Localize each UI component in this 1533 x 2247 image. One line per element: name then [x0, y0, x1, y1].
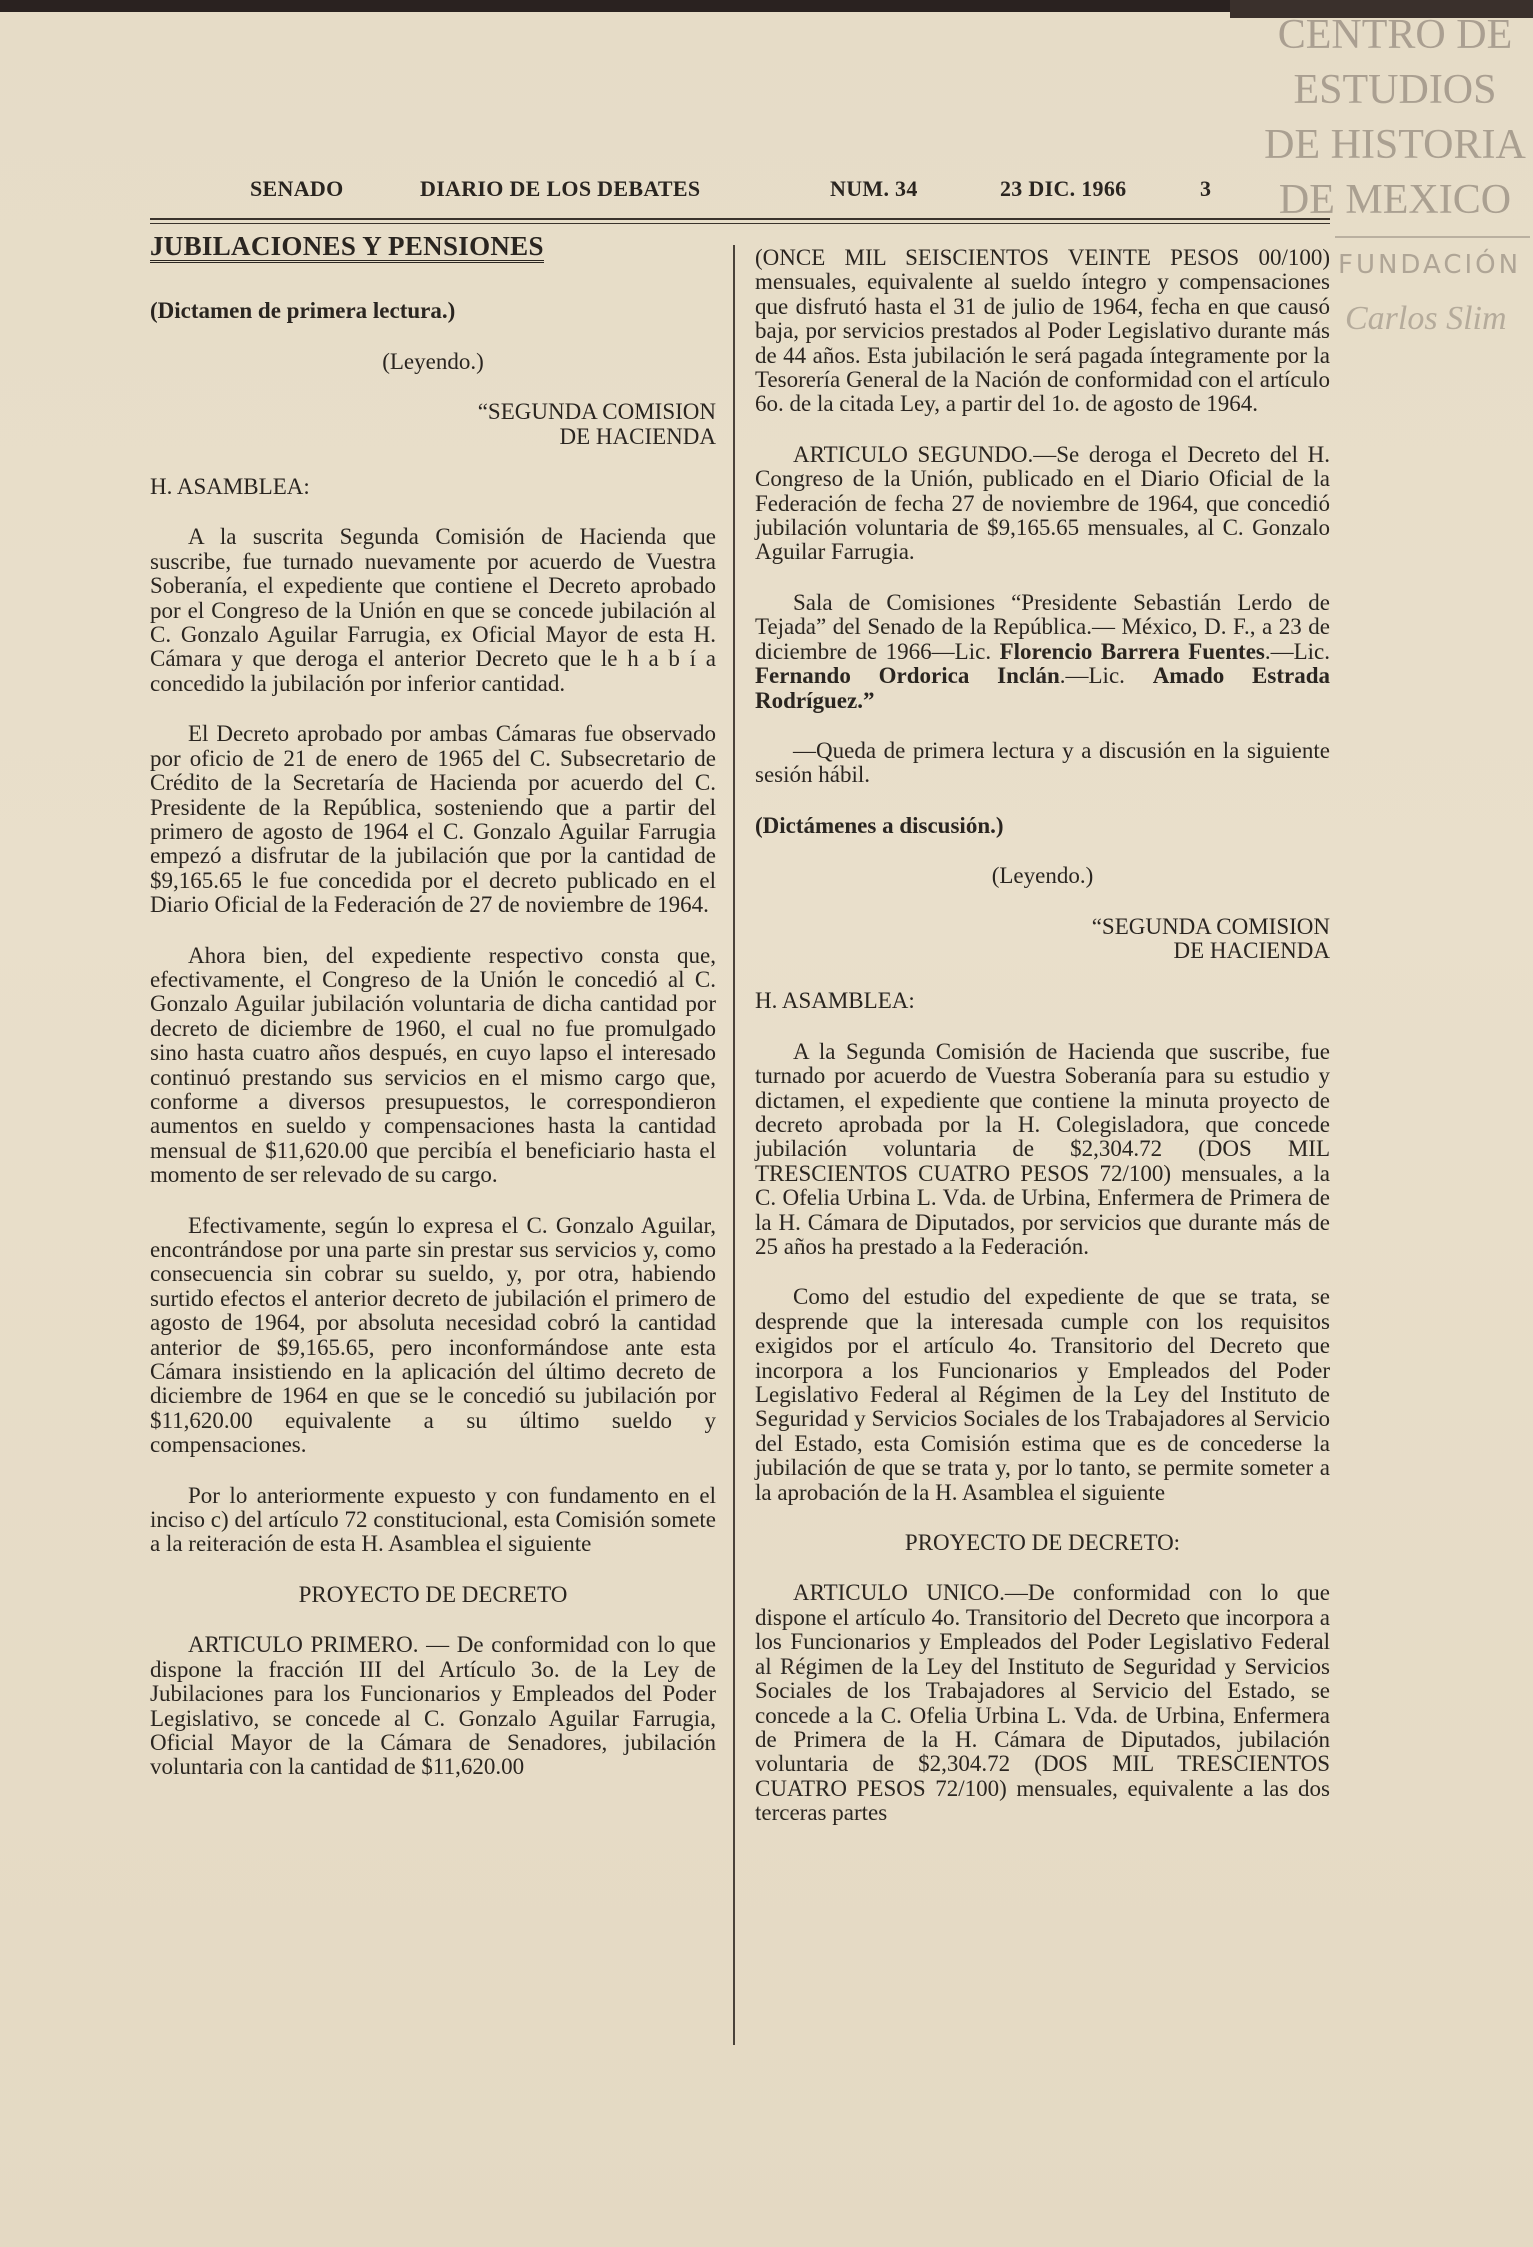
paragraph: Ahora bien, del expediente respectivo consta que, efectivamente, el Congreso de la Unión le concedió al C. Gonzalo Aguilar jubilación voluntaria de dicha cantidad por decreto de diciembre de 1960, el cual no fue promulgado sino hasta cuatro años después, en cuyo lapso el interesado continuó prestando sus servicios en el mismo cargo que, conforme a diversos presupuestos, le correspondieron aumentos en sueldo y compensaciones hasta la cantidad mensual de $11,620.00 que percibía el beneficiario hasta el momento de ser relevado de su cargo. [150, 942, 716, 1188]
paragraph: Por lo anteriormente expuesto y con fundamento en el inciso c) del artículo 72 constitucional, esta Comisión somete a la reiteración de esta H. Asamblea el siguiente [150, 1482, 716, 1557]
watermark-divider [1335, 236, 1530, 238]
signatory: Fernando Ordorica Inclán [755, 663, 1060, 689]
commission-line1: “SEGUNDA COMISION [1091, 913, 1330, 939]
header-rule [150, 218, 1330, 224]
watermark-signature: Carlos Slim [1345, 300, 1507, 337]
salutation: H. ASAMBLEA: [150, 474, 310, 500]
paragraph: A la Segunda Comisión de Hacienda que suscribe, fue turnado por acuerdo de Vuestra Soberanía para su estudio y dictamen, el expediente que contiene la minuta proyecto de decreto aprobada por la H. Colegisladora, que concede jubilación voluntaria de $2,304.72 (DOS MIL TRESCIENTOS CUATRO PESOS 72/100) mensuales, a la C. Ofelia Urbina L. Vda. de Urbina, Enfermera de Primera de la H. Cámara de Diputados, por servicios que durante más de 25 años ha prestado a la Federación. [755, 1038, 1330, 1259]
header-number: NUM. 34 [830, 176, 918, 201]
section-title: JUBILACIONES Y PENSIONES [150, 234, 544, 263]
paragraph: El Decreto aprobado por ambas Cámaras fue observado por oficio de 21 de enero de 1965 del C. Subsecretario de Crédito de la Secretaría de Hacienda por acuerdo del C. Presidente de la República, sosteniendo que a partir del primero de agosto de 1964 el C. Gonzalo Aguilar Farrugia empezó a disfrutar de la jubilación que por la cantidad de $9,165.65 le fue concedida por el decreto publicado en el Diario Oficial de la Federación de 27 de noviembre de 1964. [150, 721, 716, 918]
column-divider [733, 245, 735, 2045]
paragraph: ARTICULO UNICO.—De conformidad con lo que dispone el artículo 4o. Transitorio del Decreto que incorpora a los Funcionarios y Empleados del Poder Legislativo Federal al Régimen de la Ley del Instituto de Seguridad y Servicios Sociales de los Trabajadores al Servicio del Estado, se concede a la C. Ofelia Urbina L. Vda. de Urbina, Enfermera de Primera de la H. Cámara de Diputados, jubilación voluntaria de $2,304.72 (DOS MIL TRESCIENTOS CUATRO PESOS 72/100) mensuales, equivalente a las dos terceras partes [755, 1580, 1330, 1826]
reading-note: (Leyendo.) [382, 348, 484, 374]
paragraph: ARTICULO PRIMERO. — De conformidad con lo que dispone la fracción III del Artículo 3o. de la Ley de Jubilaciones para los Funcionarios y Empleados del Poder Legislativo, se concede al C. Gonzalo Aguilar Farrugia, Oficial Mayor de la Cámara de Senadores, jubilación voluntaria con la cantidad de $11,620.00 [150, 1632, 716, 1780]
watermark-line: ESTUDIOS [1293, 67, 1497, 113]
decree-title: PROYECTO DE DECRETO [298, 1581, 568, 1607]
commission-line1: “SEGUNDA COMISION [477, 399, 716, 425]
signatures-paragraph [755, 591, 1330, 713]
text: .—Lic. [1264, 638, 1331, 664]
paragraph: Como del estudio del expediente de que se trata, se desprende que la interesada cumple con los requisitos exigidos por el artículo 4o. Transitorio del Decreto que incorpora a los Funcionarios y Empleados del Poder Legislativo Federal al Régimen de la Ley del Instituto de Seguridad y Servicios Sociales de los Trabajadores al Servicio del Estado, esta Comisión estima que es de concederse la jubilación de que se trata y, por lo tanto, se permite someter a la aprobación de la H. Asamblea el siguiente [755, 1284, 1330, 1505]
note: (Dictamen de primera lectura.) [150, 298, 456, 324]
paragraph: A la suscrita Segunda Comisión de Hacienda que suscribe, fue turnado nuevamente por acuerdo de Vuestra Soberanía, el expediente que contiene el Decreto aprobado por el Congreso de la Unión en que se concede jubilación al C. Gonzalo Aguilar Farrugia, ex Oficial Mayor de esta H. Cámara y que deroga el anterior Decreto que le h a b í a concedido la jubilación por inferior cantidad. [150, 524, 716, 696]
watermark-line: DE HISTORIA [1264, 122, 1526, 168]
watermark-foundation: FUNDACIÓN [1338, 250, 1522, 280]
paragraph: Efectivamente, según lo expresa el C. Gonzalo Aguilar, encontrándose por una parte sin prestar sus servicios y, como consecuencia sin cobrar su sueldo, y, por otra, habiendo surtido efectos el anterior decreto de jubilación el primero de agosto de 1964, por absoluta necesidad cobró la cantidad anterior de $9,165.65, pero inconformándose ante esta Cámara insistiendo en la aplicación del último decreto de diciembre de 1964 en que se le concedió su jubilación por $11,620.00 equivalente a su último sueldo y compensaciones. [150, 1212, 716, 1458]
page-number: 3 [1200, 176, 1212, 201]
watermark [1262, 8, 1528, 228]
header-chamber: SENADO [250, 176, 344, 201]
header-date: 23 DIC. 1966 [1000, 176, 1127, 201]
salutation: H. ASAMBLEA: [755, 988, 915, 1014]
decree-title: PROYECTO DE DECRETO: [904, 1530, 1181, 1556]
signatory: Florencio Barrera Fuentes [999, 638, 1265, 664]
paragraph: (ONCE MIL SEISCIENTOS VEINTE PESOS 00/100) mensuales, equivalente al sueldo íntegro y compensaciones que disfrutó hasta el 31 de julio de 1964, fecha en que causó baja, por servicios prestados al Poder Legislativo durante más de 44 años. Esta jubilación le será pagada íntegramente por la Tesorería General de la Nación de conformidad con el artículo 6o. de la citada Ley, a partir del 1o. de agosto de 1964. [755, 245, 1330, 417]
text: Sala de Comisiones “Presidente Sebastián Lerdo de Tejada” del Senado de la República.— México, D. F., a 23 de diciembre de 1966—Lic. [755, 589, 1330, 664]
reading-note: (Leyendo.) [991, 863, 1094, 889]
signatory: Amado Estrada Rodríguez.” [755, 663, 1330, 713]
header-publication: DIARIO DE LOS DEBATES [420, 176, 701, 201]
note: (Dictámenes a discusión.) [755, 812, 1004, 838]
text: .—Lic. [1059, 663, 1153, 689]
commission-line2: DE HACIENDA [559, 423, 716, 449]
right-column [755, 246, 1330, 1852]
paragraph: ARTICULO SEGUNDO.—Se deroga el Decreto del H. Congreso de la Unión, publicado en el Diario Oficial de la Federación de fecha 27 de noviembre de 1964, que concedió jubilación voluntaria de $9,165.65 mensuales, al C. Gonzalo Aguilar Farrugia. [755, 441, 1330, 565]
left-column [150, 231, 716, 1806]
watermark-line: CENTRO DE [1277, 12, 1513, 58]
watermark-line: DE MEXICO [1278, 177, 1512, 223]
paragraph: —Queda de primera lectura y a discusión en la siguiente sesión hábil. [755, 737, 1330, 788]
commission-line2: DE HACIENDA [1173, 937, 1330, 963]
